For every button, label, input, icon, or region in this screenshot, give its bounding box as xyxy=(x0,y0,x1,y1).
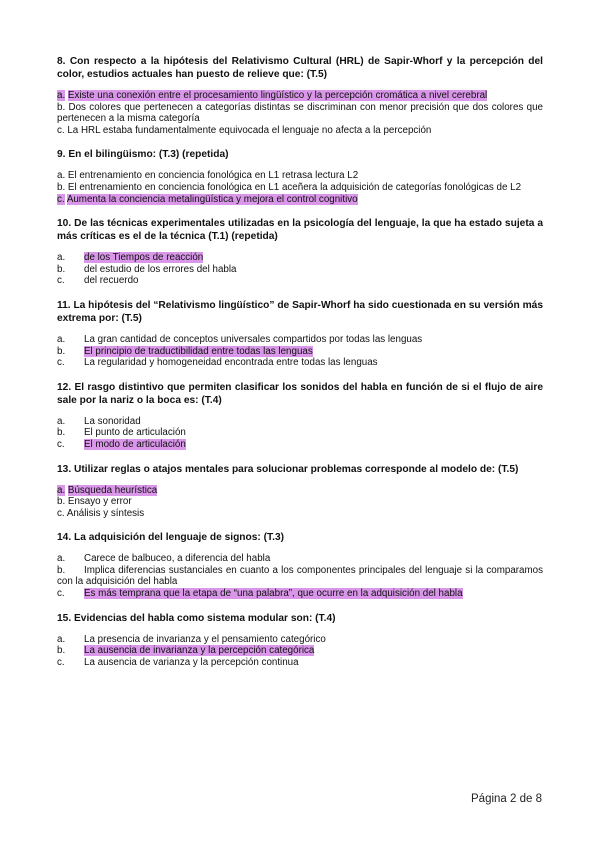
option-text: El entrenamiento en conciencia fonológica en L1 aceñera la adquisición de categorías fonológicas de L2 xyxy=(67,181,522,193)
highlighted-answer-text: Aumenta la conciencia metalingüística y mejora el control cognitivo xyxy=(66,193,358,205)
option-label: c. xyxy=(57,357,65,369)
highlighted-answer-text: La ausencia de invarianza y la percepción categórica xyxy=(84,645,315,657)
option-label: c. xyxy=(57,588,65,600)
option-text: Dos colores que pertenecen a categorías distintas se discriminan con menor precisión que dos colores que pertenecen a la misma categoría xyxy=(57,101,543,125)
answer-option xyxy=(57,252,543,264)
answer-option xyxy=(57,588,543,600)
highlighted-answer-text: El principio de traductibilidad entre todas las lenguas xyxy=(84,345,313,357)
option-label: b. xyxy=(57,181,66,193)
answer-option xyxy=(57,645,543,657)
answer-option xyxy=(57,334,543,346)
option-label: b. xyxy=(57,427,66,439)
option-text: El punto de articulación xyxy=(84,427,186,439)
question-title: 12. El rasgo distintivo que permiten clasificar los sonidos del habla en función de si el flujo de aire sale por la nariz o la boca es: (T.4) xyxy=(57,381,543,406)
answer-option xyxy=(57,439,543,451)
option-text: La HRL estaba fundamentalmente equivocada el lenguaje no afecta a la percepción xyxy=(67,124,432,136)
highlighted-answer-text: El modo de articulación xyxy=(84,438,186,450)
option-label: a. xyxy=(57,333,66,345)
question-block xyxy=(57,55,543,136)
option-label: a. xyxy=(57,553,66,565)
question-block xyxy=(57,612,543,669)
option-label: c. xyxy=(57,275,65,287)
option-text: La gran cantidad de conceptos universales compartidos por todas las lenguas xyxy=(84,333,423,345)
option-text: La regularidad y homogeneidad encontrada entre todas las lenguas xyxy=(84,357,378,369)
answer-option xyxy=(57,565,543,588)
answer-option xyxy=(57,194,543,206)
answer-option xyxy=(57,496,543,508)
question-title: 11. La hipótesis del “Relativismo lingüístico” de Sapir-Whorf ha sido cuestionada en su versión más extrema por: (T.5) xyxy=(57,299,543,324)
highlighted-answer-text: Es más temprana que la etapa de “una palabra”, que ocurre en la adquisición del habla xyxy=(84,588,463,600)
question-block xyxy=(57,299,543,369)
option-text: La sonoridad xyxy=(84,415,141,427)
option-label: b. xyxy=(57,263,66,275)
answer-option xyxy=(57,125,543,137)
option-label: c. xyxy=(57,656,65,668)
option-text: Ensayo y error xyxy=(67,496,132,508)
option-text: Análisis y síntesis xyxy=(66,507,145,519)
answer-option xyxy=(57,553,543,565)
option-label: b. xyxy=(57,645,66,657)
answer-option xyxy=(57,416,543,428)
question-title: 9. En el bilingüismo: (T.3) (repetida) xyxy=(57,149,229,161)
question-title: 14. La adquisición del lenguaje de signos: (T.3) xyxy=(57,532,284,544)
option-label: a. xyxy=(57,484,66,496)
option-label: c. xyxy=(57,124,65,136)
option-label: b. xyxy=(57,345,66,357)
question-title: 10. De las técnicas experimentales utilizadas en la psicología del lenguaje, la que ha estado sujeta a más críticas es el de la técnica (T.1) (repetida) xyxy=(57,218,543,243)
question-title: 13. Utilizar reglas o atajos mentales para solucionar problemas corresponde al modelo de: (T.5) xyxy=(57,463,519,475)
option-text: La ausencia de varianza y la percepción continua xyxy=(84,656,299,668)
question-block xyxy=(57,531,543,599)
answer-option xyxy=(57,182,543,194)
question-block xyxy=(57,463,543,520)
page-number: Página 2 de 8 xyxy=(471,793,542,805)
option-label: c. xyxy=(57,507,65,519)
document-page xyxy=(57,55,543,680)
option-label: b. xyxy=(57,101,66,113)
option-text: La presencia de invarianza y el pensamiento categórico xyxy=(84,633,326,645)
option-label: a. xyxy=(57,415,66,427)
option-label: a. xyxy=(57,90,66,101)
answer-option xyxy=(57,264,543,276)
option-text: del estudio de los errores del habla xyxy=(84,263,237,275)
answer-option xyxy=(57,90,543,102)
question-title: 15. Evidencias del habla como sistema modular son: (T.4) xyxy=(57,612,336,624)
answer-option xyxy=(57,485,543,497)
question-block xyxy=(57,381,543,451)
answer-option xyxy=(57,508,543,520)
answer-option xyxy=(57,275,543,287)
option-text: Carece de balbuceo, a diferencia del habla xyxy=(84,553,271,565)
option-label: a. xyxy=(57,170,66,182)
answer-option xyxy=(57,102,543,125)
option-label: a. xyxy=(57,633,66,645)
option-label: b. xyxy=(57,564,66,576)
option-text: del recuerdo xyxy=(84,275,139,287)
option-label: b. xyxy=(57,496,66,508)
answer-option xyxy=(57,357,543,369)
option-label: a. xyxy=(57,252,66,264)
question-block xyxy=(57,148,543,205)
answer-option xyxy=(57,427,543,439)
highlighted-answer-text: Existe una conexión entre el procesamiento lingüístico y la percepción cromática a nivel cerebral xyxy=(67,90,488,101)
highlighted-answer-text: de los Tiempos de reacción xyxy=(84,252,204,264)
answer-option xyxy=(57,634,543,646)
highlighted-answer-text: Búsqueda heurística xyxy=(67,484,158,496)
option-label: c. xyxy=(57,193,65,205)
answer-option xyxy=(57,170,543,182)
option-text: El entrenamiento en conciencia fonológica en L1 retrasa lectura L2 xyxy=(67,170,359,182)
question-title: 8. Con respecto a la hipótesis del Relativismo Cultural (HRL) de Sapir-Whorf y la percepción del color, estudios actuales han puesto de relieve que: (T.5) xyxy=(57,56,543,80)
option-label: c. xyxy=(57,438,65,450)
answer-option xyxy=(57,657,543,669)
option-text: Implica diferencias sustanciales en cuanto a los componentes principales del lenguaje si la comparamos con la adquisición del habla xyxy=(57,564,543,588)
answer-option xyxy=(57,346,543,358)
question-block xyxy=(57,217,543,287)
